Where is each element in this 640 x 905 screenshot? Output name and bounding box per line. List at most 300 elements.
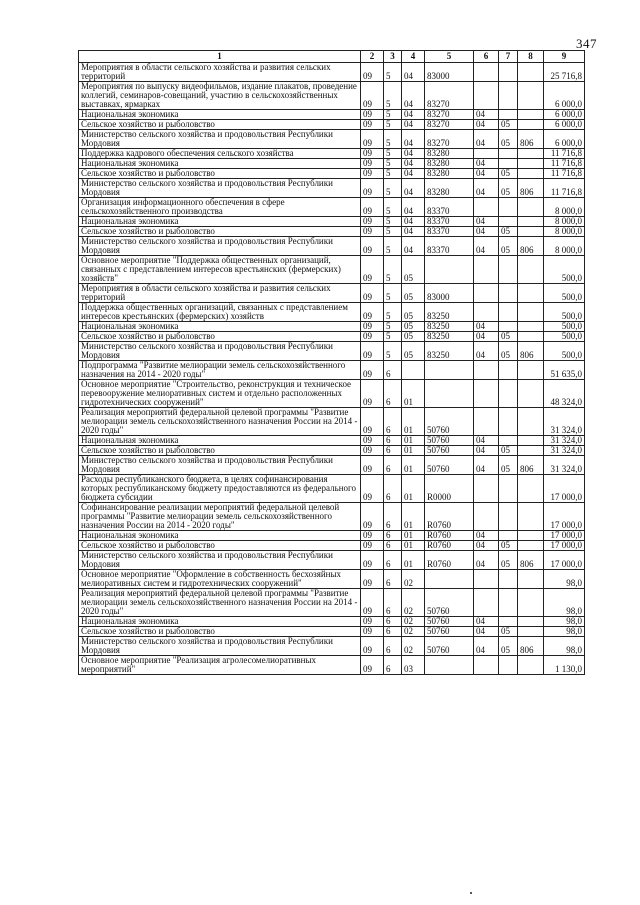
code-cell: 806 (518, 237, 544, 256)
code-cell: 09 (361, 589, 384, 617)
code-cell: 5 (384, 63, 402, 82)
code-cell: 01 (402, 503, 425, 531)
code-cell: 6 (384, 589, 402, 617)
code-cell: 05 (402, 284, 425, 303)
code-cell: 6 (384, 541, 402, 551)
amount-cell: 6 000,0 (544, 82, 585, 110)
code-cell: 6 (384, 531, 402, 541)
code-cell: 04 (402, 237, 425, 256)
table-row (79, 541, 585, 551)
code-cell (425, 570, 474, 589)
table-row (79, 237, 585, 256)
code-cell: 04 (402, 198, 425, 217)
code-cell: 09 (361, 446, 384, 456)
code-cell: 01 (402, 408, 425, 436)
description-cell: Софинансирование реализации мероприятий федеральной целевой программы "Развитие мелиорации земель сельскохозяйственного назначения России на 2014 - 2020 годы" (79, 503, 361, 531)
code-cell: 5 (384, 237, 402, 256)
table-row (79, 130, 585, 149)
code-cell: 04 (474, 110, 499, 120)
amount-cell: 17 000,0 (544, 541, 585, 551)
description-cell: Министерство сельского хозяйства и продовольствия Республики Мордовия (79, 342, 361, 361)
code-cell: 5 (384, 198, 402, 217)
code-cell (474, 656, 499, 675)
code-cell (499, 589, 518, 617)
code-cell: 5 (384, 149, 402, 159)
table-row (79, 332, 585, 342)
code-cell: R0760 (425, 541, 474, 551)
code-cell: 01 (402, 380, 425, 408)
code-cell (474, 475, 499, 503)
code-cell: 09 (361, 217, 384, 227)
code-cell: 05 (499, 237, 518, 256)
code-cell: 04 (474, 617, 499, 627)
code-cell: 04 (474, 436, 499, 446)
budget-table (78, 50, 585, 675)
amount-cell: 500,0 (544, 303, 585, 322)
code-cell: 83270 (425, 120, 474, 130)
amount-cell: 500,0 (544, 332, 585, 342)
amount-cell: 6 000,0 (544, 110, 585, 120)
code-cell: 09 (361, 531, 384, 541)
code-cell: 83370 (425, 237, 474, 256)
code-cell: 09 (361, 551, 384, 570)
code-cell: 6 (384, 456, 402, 475)
description-cell: Сельское хозяйство и рыболовство (79, 541, 361, 551)
code-cell (518, 332, 544, 342)
code-cell: 09 (361, 63, 384, 82)
header-cell: 1 (79, 51, 361, 63)
code-cell: 09 (361, 82, 384, 110)
code-cell (474, 63, 499, 82)
table-row (79, 303, 585, 322)
table-row (79, 198, 585, 217)
table-row (79, 627, 585, 637)
code-cell (499, 256, 518, 284)
code-cell (518, 627, 544, 637)
code-cell: 03 (402, 656, 425, 675)
code-cell (474, 503, 499, 531)
description-cell: Национальная экономика (79, 531, 361, 541)
amount-cell: 17 000,0 (544, 531, 585, 541)
code-cell: 6 (384, 570, 402, 589)
code-cell: 6 (384, 627, 402, 637)
description-cell: Сельское хозяйство и рыболовство (79, 227, 361, 237)
code-cell: 01 (402, 541, 425, 551)
header-cell: 6 (474, 51, 499, 63)
code-cell (518, 436, 544, 446)
code-cell (518, 159, 544, 169)
description-cell: Национальная экономика (79, 436, 361, 446)
code-cell: 09 (361, 169, 384, 179)
description-cell: Основное мероприятие "Поддержка общественных организаций, связанных с представлением интересов крестьянских (фермерских) хозяйств" (79, 256, 361, 284)
description-cell: Министерство сельского хозяйства и продовольствия Республики Мордовия (79, 637, 361, 656)
code-cell (499, 617, 518, 627)
amount-cell: 6 000,0 (544, 130, 585, 149)
code-cell: 01 (402, 551, 425, 570)
code-cell: 806 (518, 342, 544, 361)
code-cell: 6 (384, 617, 402, 627)
code-cell: 50760 (425, 456, 474, 475)
code-cell: 5 (384, 159, 402, 169)
code-cell (499, 380, 518, 408)
table-row (79, 446, 585, 456)
code-cell: 6 (384, 361, 402, 380)
code-cell: 83250 (425, 322, 474, 332)
code-cell: R0000 (425, 475, 474, 503)
code-cell: 05 (499, 120, 518, 130)
description-cell: Организация информационного обеспечения в сфере сельскохозяйственного производства (79, 198, 361, 217)
code-cell (474, 361, 499, 380)
description-cell: Министерство сельского хозяйства и продовольствия Республики Мордовия (79, 551, 361, 570)
code-cell: 6 (384, 436, 402, 446)
code-cell: 6 (384, 475, 402, 503)
code-cell: 83270 (425, 130, 474, 149)
amount-cell: 11 716,8 (544, 149, 585, 159)
code-cell (474, 198, 499, 217)
code-cell (518, 446, 544, 456)
code-cell: 83280 (425, 179, 474, 198)
code-cell: 05 (499, 332, 518, 342)
table-row (79, 284, 585, 303)
code-cell: 6 (384, 637, 402, 656)
code-cell: 806 (518, 130, 544, 149)
code-cell: 05 (499, 456, 518, 475)
table-row (79, 179, 585, 198)
code-cell (499, 159, 518, 169)
table-row (79, 217, 585, 227)
code-cell (518, 322, 544, 332)
code-cell: 09 (361, 303, 384, 322)
header-cell: 8 (518, 51, 544, 63)
code-cell (474, 408, 499, 436)
code-cell: 05 (402, 256, 425, 284)
code-cell (499, 361, 518, 380)
code-cell (518, 110, 544, 120)
code-cell (518, 303, 544, 322)
code-cell: 04 (402, 217, 425, 227)
code-cell (518, 570, 544, 589)
code-cell: 6 (384, 656, 402, 675)
code-cell (499, 570, 518, 589)
code-cell (425, 256, 474, 284)
code-cell (499, 436, 518, 446)
code-cell: 05 (499, 169, 518, 179)
code-cell (518, 541, 544, 551)
code-cell: 09 (361, 627, 384, 637)
code-cell (499, 531, 518, 541)
code-cell: 04 (402, 227, 425, 237)
code-cell: 05 (499, 551, 518, 570)
description-cell: Поддержка общественных организаций, связанных с представлением интересов крестьянских (фермерских) хозяйств (79, 303, 361, 322)
code-cell (518, 217, 544, 227)
description-cell: Сельское хозяйство и рыболовство (79, 169, 361, 179)
table-row (79, 617, 585, 627)
description-cell: Расходы республиканского бюджета, в целях софинансирования которых республиканскому бюджету предоставляются из федерального бюджета субсидии (79, 475, 361, 503)
code-cell: 02 (402, 637, 425, 656)
amount-cell: 11 716,8 (544, 159, 585, 169)
code-cell: 04 (402, 82, 425, 110)
code-cell: 05 (499, 227, 518, 237)
code-cell (499, 284, 518, 303)
code-cell: 09 (361, 380, 384, 408)
code-cell (518, 169, 544, 179)
code-cell: 6 (384, 551, 402, 570)
code-cell: 83000 (425, 63, 474, 82)
scan-mark (470, 892, 472, 894)
code-cell: 05 (402, 342, 425, 361)
amount-cell: 500,0 (544, 284, 585, 303)
code-cell: 01 (402, 531, 425, 541)
amount-cell: 98,0 (544, 637, 585, 656)
code-cell: 5 (384, 82, 402, 110)
amount-cell: 31 324,0 (544, 446, 585, 456)
code-cell: 02 (402, 627, 425, 637)
code-cell: 01 (402, 456, 425, 475)
header-cell: 4 (402, 51, 425, 63)
table-row (79, 656, 585, 675)
code-cell: 05 (402, 303, 425, 322)
description-cell: Сельское хозяйство и рыболовство (79, 627, 361, 637)
code-cell: 05 (499, 627, 518, 637)
code-cell (474, 303, 499, 322)
code-cell: 04 (474, 179, 499, 198)
code-cell: 04 (474, 332, 499, 342)
amount-cell: 1 130,0 (544, 656, 585, 675)
table-row (79, 551, 585, 570)
code-cell (474, 589, 499, 617)
code-cell: 09 (361, 408, 384, 436)
code-cell (425, 361, 474, 380)
code-cell: R0760 (425, 503, 474, 531)
code-cell (518, 408, 544, 436)
code-cell: 6 (384, 408, 402, 436)
code-cell (499, 149, 518, 159)
amount-cell: 48 324,0 (544, 380, 585, 408)
code-cell (518, 617, 544, 627)
code-cell: 50760 (425, 617, 474, 627)
table-row (79, 531, 585, 541)
code-cell: 09 (361, 179, 384, 198)
code-cell: 5 (384, 217, 402, 227)
code-cell (474, 284, 499, 303)
code-cell (518, 475, 544, 503)
code-cell: 806 (518, 179, 544, 198)
code-cell: 6 (384, 380, 402, 408)
code-cell: 04 (474, 120, 499, 130)
code-cell: 5 (384, 342, 402, 361)
code-cell: 50760 (425, 589, 474, 617)
code-cell: 83000 (425, 284, 474, 303)
amount-cell: 500,0 (544, 342, 585, 361)
amount-cell: 31 324,0 (544, 408, 585, 436)
code-cell: 83250 (425, 342, 474, 361)
code-cell: 09 (361, 541, 384, 551)
code-cell (499, 408, 518, 436)
code-cell: 83270 (425, 110, 474, 120)
code-cell (518, 380, 544, 408)
table-row (79, 637, 585, 656)
amount-cell: 25 716,8 (544, 63, 585, 82)
amount-cell: 6 000,0 (544, 120, 585, 130)
code-cell (474, 380, 499, 408)
code-cell: 04 (474, 322, 499, 332)
code-cell: 04 (474, 446, 499, 456)
code-cell: 05 (499, 342, 518, 361)
code-cell: 83280 (425, 169, 474, 179)
code-cell (499, 198, 518, 217)
code-cell: 50760 (425, 436, 474, 446)
code-cell: 50760 (425, 408, 474, 436)
table-row (79, 475, 585, 503)
code-cell: 04 (402, 169, 425, 179)
table-row (79, 159, 585, 169)
code-cell (499, 503, 518, 531)
code-cell: 09 (361, 617, 384, 627)
code-cell (518, 256, 544, 284)
code-cell: 5 (384, 169, 402, 179)
code-cell: 5 (384, 256, 402, 284)
code-cell: 5 (384, 303, 402, 322)
table-row (79, 227, 585, 237)
code-cell: 09 (361, 656, 384, 675)
code-cell (518, 503, 544, 531)
table-row (79, 436, 585, 446)
code-cell: 04 (402, 120, 425, 130)
table-row (79, 63, 585, 82)
description-cell: Реализация мероприятий федеральной целевой программы "Развитие мелиорации земель сельскохозяйственного назначения России на 2014 - 2020 годы" (79, 408, 361, 436)
page-number: 347 (576, 36, 597, 51)
code-cell: 09 (361, 237, 384, 256)
code-cell (474, 149, 499, 159)
table-row (79, 503, 585, 531)
code-cell: 04 (474, 551, 499, 570)
code-cell: 83250 (425, 332, 474, 342)
code-cell: 09 (361, 436, 384, 446)
code-cell: 04 (474, 627, 499, 637)
code-cell: 83370 (425, 227, 474, 237)
code-cell: 04 (402, 110, 425, 120)
code-cell: 05 (499, 541, 518, 551)
description-cell: Национальная экономика (79, 617, 361, 627)
amount-cell: 31 324,0 (544, 456, 585, 475)
amount-cell: 17 000,0 (544, 503, 585, 531)
amount-cell: 11 716,8 (544, 179, 585, 198)
header-cell: 3 (384, 51, 402, 63)
code-cell: 83270 (425, 82, 474, 110)
code-cell: 09 (361, 475, 384, 503)
code-cell (499, 656, 518, 675)
code-cell: R0760 (425, 531, 474, 541)
code-cell: 5 (384, 130, 402, 149)
code-cell: 04 (474, 217, 499, 227)
code-cell: 5 (384, 110, 402, 120)
table-row (79, 342, 585, 361)
description-cell: Сельское хозяйство и рыболовство (79, 446, 361, 456)
code-cell (518, 63, 544, 82)
code-cell: 09 (361, 570, 384, 589)
code-cell: 05 (499, 637, 518, 656)
code-cell: 806 (518, 637, 544, 656)
code-cell (402, 361, 425, 380)
amount-cell: 31 324,0 (544, 436, 585, 446)
code-cell: R0760 (425, 551, 474, 570)
code-cell (474, 82, 499, 110)
code-cell: 09 (361, 503, 384, 531)
table-row (79, 149, 585, 159)
code-cell (518, 82, 544, 110)
code-cell (518, 284, 544, 303)
header-cell: 9 (544, 51, 585, 63)
amount-cell: 8 000,0 (544, 217, 585, 227)
amount-cell: 98,0 (544, 570, 585, 589)
amount-cell: 8 000,0 (544, 198, 585, 217)
description-cell: Национальная экономика (79, 159, 361, 169)
description-cell: Национальная экономика (79, 110, 361, 120)
code-cell: 09 (361, 342, 384, 361)
code-cell: 01 (402, 446, 425, 456)
description-cell: Сельское хозяйство и рыболовство (79, 120, 361, 130)
code-cell: 09 (361, 149, 384, 159)
code-cell: 05 (499, 179, 518, 198)
code-cell: 09 (361, 637, 384, 656)
code-cell: 83280 (425, 149, 474, 159)
code-cell (499, 303, 518, 322)
code-cell: 01 (402, 475, 425, 503)
code-cell (474, 256, 499, 284)
code-cell: 09 (361, 284, 384, 303)
description-cell: Сельское хозяйство и рыболовство (79, 332, 361, 342)
amount-cell: 500,0 (544, 256, 585, 284)
table-row (79, 169, 585, 179)
code-cell: 6 (384, 503, 402, 531)
description-cell: Основное мероприятие "Строительство, реконструкция и техническое перевооружение мелиоративных систем и отдельно расположенных гидротехнических сооружений" (79, 380, 361, 408)
code-cell: 04 (402, 63, 425, 82)
code-cell (518, 656, 544, 675)
code-cell: 04 (474, 227, 499, 237)
code-cell: 04 (474, 541, 499, 551)
code-cell: 02 (402, 617, 425, 627)
code-cell: 5 (384, 284, 402, 303)
code-cell (499, 217, 518, 227)
code-cell: 04 (474, 159, 499, 169)
code-cell: 04 (474, 456, 499, 475)
code-cell (518, 227, 544, 237)
code-cell: 5 (384, 322, 402, 332)
code-cell: 09 (361, 256, 384, 284)
code-cell: 806 (518, 551, 544, 570)
table-header-row (79, 51, 585, 63)
description-cell: Мероприятия по выпуску видеофильмов, издание плакатов, проведение коллегий, семинаров-совещаний, участию в сельскохозяйственных выставках, ярмарках (79, 82, 361, 110)
code-cell (499, 475, 518, 503)
table-row (79, 408, 585, 436)
code-cell (518, 361, 544, 380)
code-cell: 5 (384, 227, 402, 237)
amount-cell: 11 716,8 (544, 169, 585, 179)
code-cell: 04 (474, 169, 499, 179)
amount-cell: 17 000,0 (544, 551, 585, 570)
code-cell: 04 (474, 531, 499, 541)
table-row (79, 361, 585, 380)
amount-cell: 8 000,0 (544, 237, 585, 256)
table-row (79, 380, 585, 408)
description-cell: Подпрограмма "Развитие мелиорации земель сельскохозяйственного назначения на 2014 - 2020 годы" (79, 361, 361, 380)
code-cell: 05 (402, 332, 425, 342)
amount-cell: 98,0 (544, 617, 585, 627)
table-row (79, 110, 585, 120)
code-cell: 05 (499, 130, 518, 149)
description-cell: Министерство сельского хозяйства и продовольствия Республики Мордовия (79, 237, 361, 256)
code-cell: 83370 (425, 217, 474, 227)
